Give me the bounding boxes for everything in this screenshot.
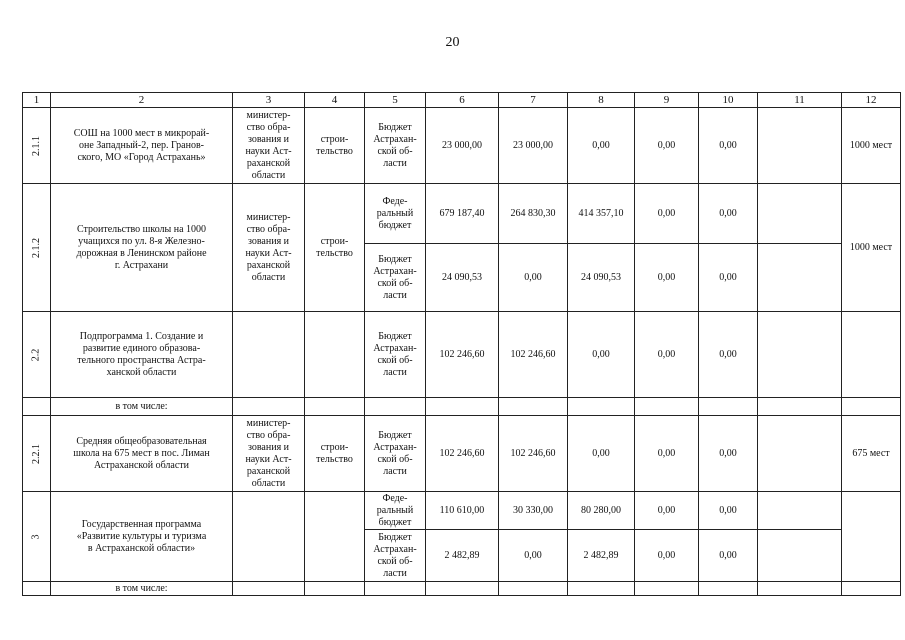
value-cell: 679 187,40 bbox=[426, 184, 499, 244]
work-type-cell: строи- тельство bbox=[305, 108, 365, 184]
empty-cell bbox=[426, 398, 499, 416]
header-cell: 10 bbox=[699, 93, 758, 108]
value-cell: 23 000,00 bbox=[499, 108, 568, 184]
table-row bbox=[23, 184, 901, 244]
header-cell: 9 bbox=[635, 93, 699, 108]
empty-cell bbox=[758, 398, 842, 416]
executor-cell bbox=[233, 312, 305, 398]
row-code-text: 2.2.1 bbox=[30, 443, 42, 464]
value-cell: 0,00 bbox=[699, 108, 758, 184]
value-cell: 0,00 bbox=[568, 312, 635, 398]
value-cell: 0,00 bbox=[635, 184, 699, 244]
including-label: в том числе: bbox=[51, 582, 233, 596]
value-cell: 0,00 bbox=[635, 312, 699, 398]
budget-table bbox=[22, 92, 901, 596]
value-cell bbox=[758, 244, 842, 312]
value-cell bbox=[758, 312, 842, 398]
empty-cell bbox=[305, 398, 365, 416]
work-type-cell: строи- тельство bbox=[305, 416, 365, 492]
value-cell: 414 357,10 bbox=[568, 184, 635, 244]
row-code-text: 2.1.2 bbox=[30, 237, 42, 258]
table-row bbox=[23, 398, 901, 416]
header-cell: 12 bbox=[842, 93, 901, 108]
empty-cell bbox=[699, 398, 758, 416]
row-code bbox=[23, 416, 51, 492]
work-type-cell: строи- тельство bbox=[305, 184, 365, 312]
item-name: СОШ на 1000 мест в микрорай- оне Западный-2, пер. Гранов- ского, МО «Город Астрахань» bbox=[51, 108, 233, 184]
value-cell: 0,00 bbox=[699, 416, 758, 492]
value-cell: 0,00 bbox=[568, 108, 635, 184]
row-code bbox=[23, 108, 51, 184]
executor-cell: министер- ство обра- зования и науки Аст- раханской области bbox=[233, 108, 305, 184]
row-code bbox=[23, 398, 51, 416]
item-name: Подпрограмма 1. Создание и развитие единого образова- тельного пространства Астра- ханской области bbox=[51, 312, 233, 398]
value-cell: 0,00 bbox=[499, 244, 568, 312]
empty-cell bbox=[568, 398, 635, 416]
page-number: 20 bbox=[445, 35, 460, 50]
value-cell bbox=[758, 530, 842, 582]
header-row bbox=[23, 93, 901, 108]
header-cell: 8 bbox=[568, 93, 635, 108]
value-cell bbox=[758, 184, 842, 244]
empty-cell bbox=[842, 398, 901, 416]
row-code bbox=[23, 312, 51, 398]
header-cell: 11 bbox=[758, 93, 842, 108]
item-name: Средняя общеобразовательная школа на 675 мест в пос. Лиман Астраханской области bbox=[51, 416, 233, 492]
table-row bbox=[23, 416, 901, 492]
including-label: в том числе: bbox=[51, 398, 233, 416]
value-cell: 0,00 bbox=[635, 530, 699, 582]
capacity-cell bbox=[842, 492, 901, 582]
empty-cell bbox=[842, 582, 901, 596]
value-cell: 24 090,53 bbox=[568, 244, 635, 312]
work-type-cell bbox=[305, 492, 365, 582]
funding-source-cell: Бюджет Астрахан- ской об- ласти bbox=[365, 312, 426, 398]
funding-source-cell: Феде- ральный бюджет bbox=[365, 184, 426, 244]
executor-cell: министер- ство обра- зования и науки Аст- раханской области bbox=[233, 416, 305, 492]
value-cell bbox=[758, 108, 842, 184]
empty-cell bbox=[305, 582, 365, 596]
value-cell: 0,00 bbox=[635, 492, 699, 530]
value-cell: 2 482,89 bbox=[426, 530, 499, 582]
header-cell: 7 bbox=[499, 93, 568, 108]
funding-source-cell: Бюджет Астрахан- ской об- ласти bbox=[365, 108, 426, 184]
value-cell bbox=[758, 492, 842, 530]
value-cell: 0,00 bbox=[699, 244, 758, 312]
empty-cell bbox=[758, 582, 842, 596]
empty-cell bbox=[365, 398, 426, 416]
budget-table-wrapper bbox=[22, 92, 901, 596]
row-code bbox=[23, 582, 51, 596]
value-cell: 80 280,00 bbox=[568, 492, 635, 530]
empty-cell bbox=[635, 398, 699, 416]
value-cell: 0,00 bbox=[635, 108, 699, 184]
funding-source-cell: Бюджет Астрахан- ской об- ласти bbox=[365, 416, 426, 492]
value-cell: 110 610,00 bbox=[426, 492, 499, 530]
header-cell: 4 bbox=[305, 93, 365, 108]
work-type-cell bbox=[305, 312, 365, 398]
capacity-cell: 1000 мест bbox=[842, 184, 901, 312]
value-cell: 23 000,00 bbox=[426, 108, 499, 184]
funding-source-cell: Бюджет Астрахан- ской об- ласти bbox=[365, 244, 426, 312]
empty-cell bbox=[499, 398, 568, 416]
value-cell bbox=[758, 416, 842, 492]
capacity-cell: 1000 мест bbox=[842, 108, 901, 184]
header-cell: 6 bbox=[426, 93, 499, 108]
empty-cell bbox=[365, 582, 426, 596]
executor-cell bbox=[233, 492, 305, 582]
empty-cell bbox=[699, 582, 758, 596]
table-row bbox=[23, 492, 901, 530]
value-cell: 0,00 bbox=[699, 492, 758, 530]
value-cell: 0,00 bbox=[699, 312, 758, 398]
empty-cell bbox=[499, 582, 568, 596]
value-cell: 0,00 bbox=[635, 244, 699, 312]
row-code bbox=[23, 184, 51, 312]
row-code-text: 2.1.1 bbox=[30, 135, 42, 156]
table-row bbox=[23, 312, 901, 398]
value-cell: 0,00 bbox=[568, 416, 635, 492]
row-code-text: 2.2 bbox=[30, 348, 42, 361]
capacity-cell: 675 мест bbox=[842, 416, 901, 492]
funding-source-cell: Бюджет Астрахан- ской об- ласти bbox=[365, 530, 426, 582]
value-cell: 0,00 bbox=[699, 530, 758, 582]
value-cell: 0,00 bbox=[699, 184, 758, 244]
value-cell: 2 482,89 bbox=[568, 530, 635, 582]
value-cell: 102 246,60 bbox=[426, 312, 499, 398]
item-name: Строительство школы на 1000 учащихся по ул. 8-я Железно- дорожная в Ленинском районе г. Астрахани bbox=[51, 184, 233, 312]
header-cell: 5 bbox=[365, 93, 426, 108]
value-cell: 102 246,60 bbox=[499, 312, 568, 398]
empty-cell bbox=[635, 582, 699, 596]
executor-cell: министер- ство обра- зования и науки Аст- раханской области bbox=[233, 184, 305, 312]
capacity-cell bbox=[842, 312, 901, 398]
empty-cell bbox=[426, 582, 499, 596]
value-cell: 102 246,60 bbox=[426, 416, 499, 492]
value-cell: 0,00 bbox=[499, 530, 568, 582]
value-cell: 0,00 bbox=[635, 416, 699, 492]
item-name: Государственная программа «Развитие культуры и туризма в Астраханской области» bbox=[51, 492, 233, 582]
row-code bbox=[23, 492, 51, 582]
value-cell: 102 246,60 bbox=[499, 416, 568, 492]
value-cell: 264 830,30 bbox=[499, 184, 568, 244]
value-cell: 30 330,00 bbox=[499, 492, 568, 530]
table-row bbox=[23, 582, 901, 596]
empty-cell bbox=[233, 582, 305, 596]
empty-cell bbox=[568, 582, 635, 596]
funding-source-cell: Феде- ральный бюджет bbox=[365, 492, 426, 530]
header-cell: 1 bbox=[23, 93, 51, 108]
table-row bbox=[23, 108, 901, 184]
header-cell: 2 bbox=[51, 93, 233, 108]
row-code-text: 3 bbox=[30, 534, 42, 539]
empty-cell bbox=[233, 398, 305, 416]
header-cell: 3 bbox=[233, 93, 305, 108]
value-cell: 24 090,53 bbox=[426, 244, 499, 312]
